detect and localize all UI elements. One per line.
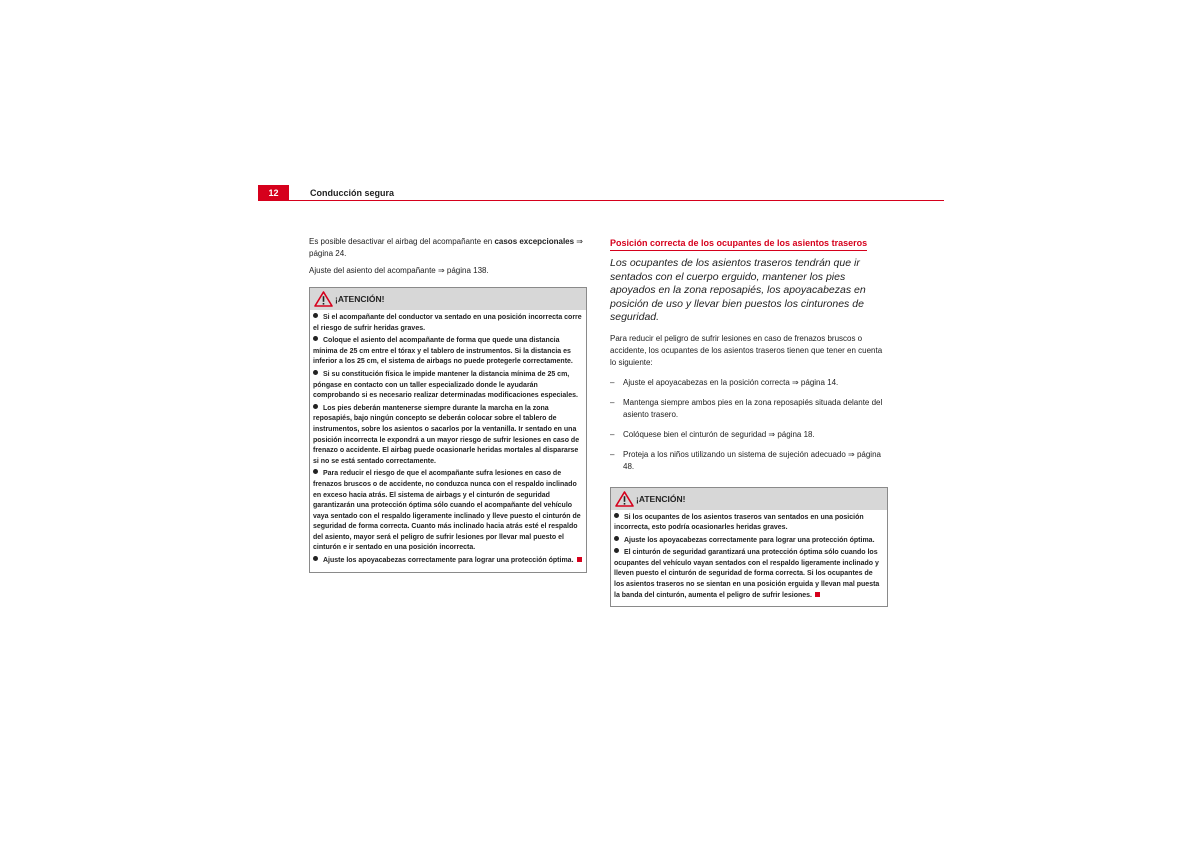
bullet-icon: [313, 404, 318, 409]
dash-marker: –: [610, 449, 615, 459]
list-item: [610, 397, 888, 421]
warning-item: [313, 556, 583, 567]
warning-body: [310, 310, 586, 572]
right-column: [610, 236, 888, 607]
warning-item-text: Si el acompañante del conductor va sentado en una posición incorrecta corre el riesgo de sufrir heridas graves.: [313, 314, 582, 332]
bullet-icon: [614, 536, 619, 541]
end-of-section-icon: [577, 557, 582, 562]
section-lead: Los ocupantes de los asientos traseros tendrán que ir sentados con el cuerpo erguido, mantener los pies apoyados en la zona reposapiés, los apoyacabezas en posición de uso y llevar bien puestos los cinturones de seguridad.: [610, 257, 866, 323]
warning-box-front: [309, 287, 587, 573]
bullet-icon: [313, 336, 318, 341]
warning-triangle-icon: [615, 491, 634, 507]
bullet-icon: [313, 469, 318, 474]
warning-item-text: Si su constitución física le impide mantener la distancia mínima de 25 cm, póngase en contacto con un taller especializado donde le ayudarán comprobando si es necesario realizar determinadas modificaciones especiales.: [313, 370, 578, 400]
warning-item: [313, 404, 583, 468]
list-item: [610, 429, 888, 441]
warning-item: [313, 336, 583, 368]
header-rule: [289, 200, 944, 201]
seat-adjust-paragraph: Ajuste del asiento del acompañante ⇒ página 138.: [309, 266, 489, 275]
section-intro: Para reducir el peligro de sufrir lesiones en caso de frenazos bruscos o accidente, los ocupantes de los asientos traseros tienen que tener en cuenta lo siguiente:: [610, 333, 883, 367]
chapter-title: Conducción segura: [310, 188, 395, 198]
warning-item-text: Para reducir el riesgo de que el acompañante sufra lesiones en caso de frenazos bruscos o de accidente, no conduzca nunca con el respaldo inclinado en exceso hacia atrás. El sistema de airbags y el cinturón de seguridad garantizarán una protección óptima sólo cuando el acompañante del vehículo vaya sentado con el respaldo ligeramente inclinado y lleve puesto el cinturón de seguridad de forma correcta. Cuanto más inclinado hacia atrás esté el respaldo del asiento, mayor será el peligro de sufrir lesiones por llevar mal puesto el cinturón e ir sentado en una posición incorrecta.: [313, 470, 581, 552]
warning-box-rear: [610, 487, 888, 608]
warning-header: [611, 488, 887, 510]
paragraph-bold-text: casos excepcionales: [494, 237, 575, 246]
warning-item: [614, 548, 884, 601]
warning-item-text: Coloque el asiento del acompañante de forma que quede una distancia mínima de 25 cm entre el tórax y el tablero de instrumentos. Si la distancia es inferior a los 25 cm, el sistema de airbags no puede protegerle correctamente.: [313, 337, 573, 366]
bullet-icon: [313, 556, 318, 561]
warning-title: ¡ATENCIÓN!: [636, 493, 686, 504]
list-item-text: Colóquese bien el cinturón de seguridad ⇒ página 18.: [623, 429, 815, 439]
dash-marker: –: [610, 397, 615, 407]
list-item-text: Mantenga siempre ambos pies en la zona reposapiés situada delante del asiento trasero.: [623, 397, 883, 419]
page-header: [258, 185, 944, 201]
warning-header: [310, 288, 586, 310]
warning-item: [313, 313, 583, 334]
list-item-text: Proteja a los niños utilizando un sistema de sujeción adecuado ⇒ página 48.: [623, 449, 881, 471]
list-item-text: Ajuste el apoyacabezas en la posición correcta ⇒ página 14.: [623, 377, 839, 387]
warning-triangle-icon: [314, 291, 333, 307]
section-title: Posición correcta de los ocupantes de los asientos traseros: [610, 237, 867, 251]
warning-item: [614, 536, 884, 547]
airbag-deactivation-paragraph: [309, 236, 587, 260]
warning-item-text: Si los ocupantes de los asientos traseros van sentados en una posición incorrecta, esto podría ocasionarles heridas graves.: [614, 513, 864, 532]
warning-item-text: El cinturón de seguridad garantizará una protección óptima sólo cuando los ocupantes del vehículo vayan sentados con el respaldo ligeramente inclinado y lleven puesto el cinturón de seguridad de forma correcta. Si los ocupantes de los asientos traseros no se sientan en una posición erguida y llevan mal puesta la banda del cinturón, aumenta el peligro de sufrir lesiones.: [614, 549, 880, 599]
bullet-icon: [313, 313, 318, 318]
warning-body: [611, 510, 887, 607]
list-item: [610, 377, 888, 389]
dash-marker: –: [610, 377, 615, 387]
paragraph-text: Es posible desactivar el airbag del acompañante en: [309, 237, 495, 246]
bullet-icon: [313, 370, 318, 375]
page-reference: ⇒ página 24.: [309, 237, 583, 258]
warning-item-text: Los pies deberán mantenerse siempre durante la marcha en la zona reposapiés, bajo ningún concepto se deberán colocar sobre el tablero de instrumentos, sobre los asientos o sacarlos por la ventanilla. Ir sentado en una posición incorrecta le expondrá a un mayor riesgo de sufrir lesiones en caso de frenazo o accidente. El airbag puede ocasionarle heridas mortales al dispararse si no se está sentado correctamente.: [313, 404, 580, 465]
warning-item-text: Ajuste los apoyacabezas correctamente para lograr una protección óptima.: [323, 557, 574, 565]
left-column: [309, 236, 587, 573]
warning-item: [313, 370, 583, 402]
list-item: [610, 449, 888, 473]
bullet-icon: [614, 548, 619, 553]
warning-title: ¡ATENCIÓN!: [335, 294, 385, 304]
dash-marker: –: [610, 429, 615, 439]
end-of-section-icon: [815, 592, 820, 597]
warning-item-text: Ajuste los apoyacabezas correctamente para lograr una protección óptima.: [624, 536, 875, 544]
warning-item: [313, 469, 583, 554]
page-number: 12: [258, 185, 289, 201]
warning-item: [614, 513, 884, 534]
bullet-icon: [614, 513, 619, 518]
